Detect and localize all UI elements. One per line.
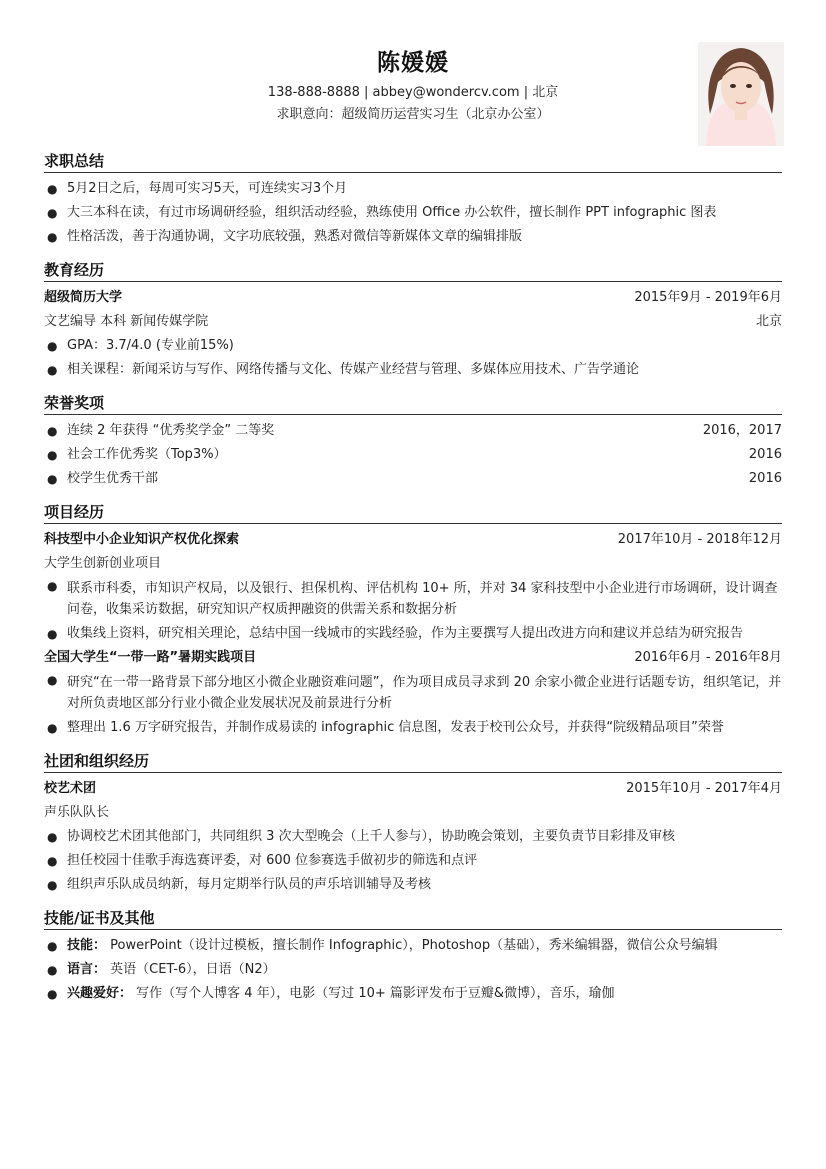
honor-date: 2016: [748, 447, 782, 462]
bullet-icon: ●: [47, 206, 58, 220]
bullet-icon: ●: [47, 854, 58, 868]
bullet-icon: ●: [47, 182, 58, 196]
education-location: 北京: [755, 314, 782, 329]
list-item: ● 5月2日之后，每周可实习5天，可连续实习3个月: [44, 177, 782, 201]
org-name: 校艺术团: [44, 781, 97, 796]
project-header: [44, 528, 782, 552]
bullet-icon: ●: [47, 963, 58, 977]
resume-page: [44, 0, 782, 1006]
list-item: ● 收集线上资料，研究相关理论，总结中国一线城市的实践经验，作为主要撰写人提出改进方向和建议并总结为研究报告: [44, 622, 782, 646]
major: 文艺编导 本科 新闻传媒学院: [44, 314, 209, 329]
skill-label: 兴趣爱好：: [67, 986, 133, 1001]
list-item: ● 性格活泼，善于沟通协调，文字功底较强，熟悉对微信等新媒体文章的编辑排版: [44, 225, 782, 249]
honors-section: [44, 392, 782, 491]
list-item: ● 社会工作优秀奖（Top3%） 2016: [44, 443, 782, 467]
list-item: ● 担任校园十佳歌手海选赛评委，对 600 位参赛选手做初步的筛选和点评: [44, 849, 782, 873]
school-name: 超级简历大学: [44, 290, 123, 305]
bullet-icon: ●: [47, 627, 58, 641]
club-header: [44, 777, 782, 801]
bullet-icon: ●: [47, 339, 58, 353]
bullet-icon: ●: [47, 939, 58, 953]
list-item: ● 连续 2 年获得 “优秀奖学金” 二等奖 2016，2017: [44, 419, 782, 443]
bullet-icon: ●: [47, 448, 58, 462]
list-item: ● 技能： PowerPoint（设计过模板，擅长制作 Infographic），Photoshop（基础），秀米编辑器，微信公众号编辑: [44, 934, 782, 958]
bullet-icon: ●: [47, 878, 58, 892]
list-item: ● 相关课程：新闻采访与写作、网络传播与文化、传媒产业经营与管理、多媒体应用技术、广告学通论: [44, 358, 782, 382]
list-item: ● 组织声乐队成员纳新，每月定期举行队员的声乐培训辅导及考核: [44, 873, 782, 897]
project-period: 2016年6月 - 2016年8月: [634, 650, 782, 665]
project-header: [44, 646, 782, 670]
list-item: ● 联系市科委，市知识产权局，以及银行、担保机构、评估机构 10+ 所，并对 34 家科技型中小企业进行市场调研，设计调查问卷，收集采访数据，研究知识产权质押融资的供需关系和数据分析: [44, 576, 782, 622]
education-period: 2015年9月 - 2019年6月: [634, 290, 782, 305]
list-item: ● GPA：3.7/4.0 (专业前15%): [44, 334, 782, 358]
project-subtitle-row: [44, 552, 782, 576]
summary-section: [44, 150, 782, 249]
project-name: 科技型中小企业知识产权优化探索: [44, 532, 240, 547]
bullet-icon: ●: [47, 830, 58, 844]
section-title: 技能/证书及其他: [44, 907, 782, 930]
list-item: ● 整理出 1.6 万字研究报告，并制作成易读的 infographic 信息图，发表于校刊公众号，并获得“院级精品项目”荣誉: [44, 716, 782, 740]
bullet-icon: ●: [47, 987, 58, 1001]
job-intent: 求职意向：超级简历运营实习生（北京办公室）: [276, 107, 550, 122]
skill-label: 技能：: [67, 938, 107, 953]
club-role-row: [44, 801, 782, 825]
project-period: 2017年10月 - 2018年12月: [617, 532, 782, 547]
bullet-icon: ●: [47, 472, 58, 486]
bullet-icon: ●: [47, 673, 58, 687]
list-item: ● 大三本科在读，有过市场调研经验，组织活动经验，熟练使用 Office 办公软件，擅长制作 PPT infographic 图表: [44, 201, 782, 225]
section-title: 教育经历: [44, 259, 782, 282]
club-role: 声乐队队长: [44, 805, 110, 820]
resume-header: [44, 0, 782, 150]
bullet-icon: ●: [47, 721, 58, 735]
section-title: 社团和组织经历: [44, 750, 782, 773]
bullet-icon: ●: [47, 424, 58, 438]
list-item: ● 研究“在一带一路背景下部分地区小微企业融资难问题”，作为项目成员寻求到 20 余家小微企业进行话题专访，组织笔记，并对所负责地区部分行业小微企业发展状况及前景进行分析: [44, 670, 782, 716]
education-header: [44, 286, 782, 310]
skills-section: [44, 907, 782, 1006]
project-subtitle: 大学生创新创业项目: [44, 556, 162, 571]
section-title: 项目经历: [44, 501, 782, 524]
project-name: 全国大学生“一带一路”暑期实践项目: [44, 650, 257, 665]
honor-date: 2016: [748, 471, 782, 486]
list-item: ● 协调校艺术团其他部门，共同组织 3 次大型晚会（上千人参与），协助晚会策划，主要负责节目彩排及审核: [44, 825, 782, 849]
bullet-icon: ●: [47, 230, 58, 244]
contact-info: 138-888-8888 | abbey@wondercv.com | 北京: [267, 85, 559, 100]
education-major-row: [44, 310, 782, 334]
club-period: 2015年10月 - 2017年4月: [626, 781, 782, 796]
education-section: [44, 259, 782, 382]
projects-section: [44, 501, 782, 740]
list-item: ● 语言： 英语（CET-6），日语（N2）: [44, 958, 782, 982]
profile-photo: [698, 42, 784, 146]
bullet-icon: ●: [47, 363, 58, 377]
honor-date: 2016，2017: [702, 423, 782, 438]
bullet-icon: ●: [47, 579, 58, 593]
skill-label: 语言：: [67, 962, 107, 977]
section-title: 求职总结: [44, 150, 782, 173]
clubs-section: [44, 750, 782, 897]
list-item: ● 校学生优秀干部 2016: [44, 467, 782, 491]
candidate-name: 陈媛媛: [377, 50, 449, 76]
list-item: ● 兴趣爱好： 写作（写个人博客 4 年），电影（写过 10+ 篇影评发布于豆瓣&微博），音乐，瑜伽: [44, 982, 782, 1006]
section-title: 荣誉奖项: [44, 392, 782, 415]
